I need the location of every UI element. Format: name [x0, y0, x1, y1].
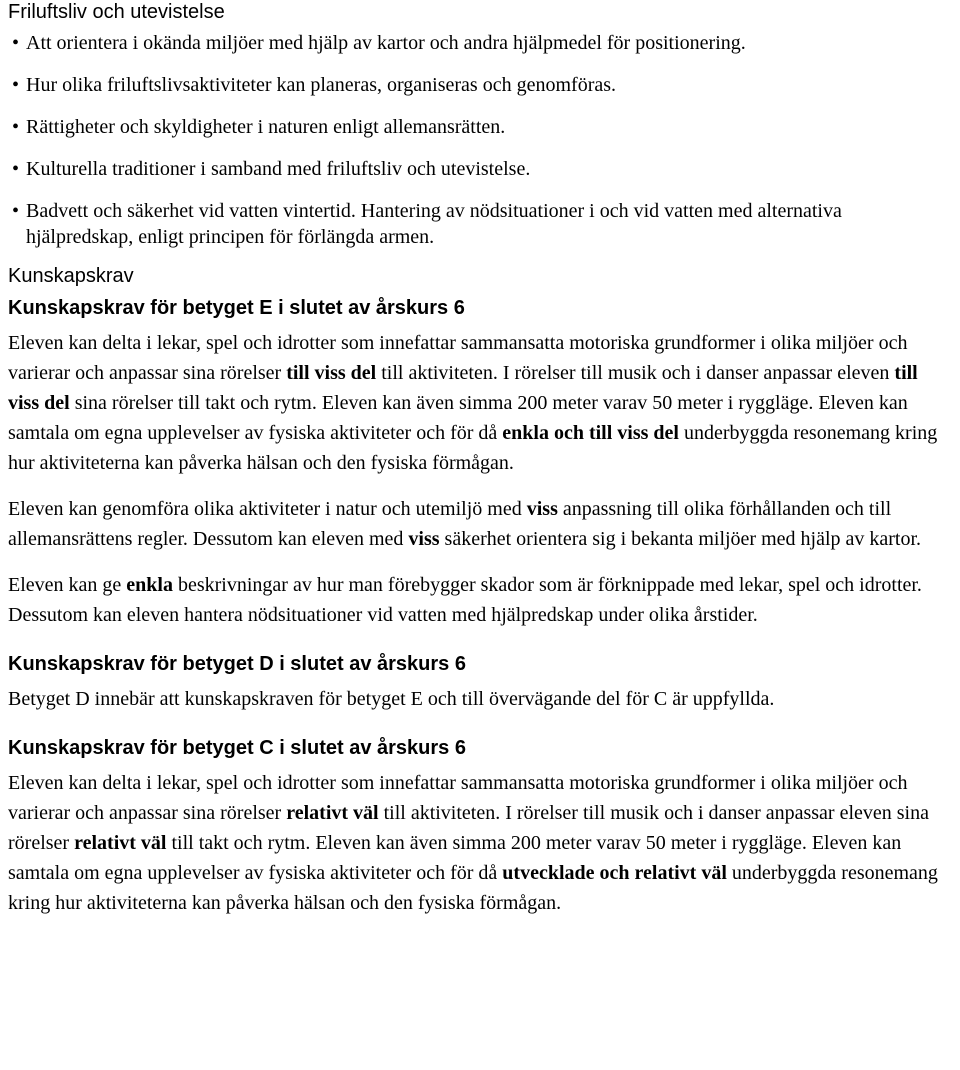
- bullet-item: • Badvett och säkerhet vid vatten vintertid. Hantering av nödsituationer i och vid vatten med alternativa hjälpredskap, enligt principen för förlängda armen.: [8, 198, 952, 250]
- bullet-item: • Att orientera i okända miljöer med hjälp av kartor och andra hjälpmedel för positionering.: [8, 30, 952, 56]
- emphasis: relativt väl: [286, 802, 379, 824]
- emphasis: utvecklade och relativt väl: [502, 862, 727, 884]
- grade-c-heading: Kunskapskrav för betyget C i slutet av årskurs 6: [8, 737, 466, 759]
- kunskapskrav-label: Kunskapskrav: [8, 265, 134, 287]
- bullet-item: • Kulturella traditioner i samband med friluftsliv och utevistelse.: [8, 156, 952, 182]
- text-run: Eleven kan delta i lekar, spel och idrotter som innefattar sammansatta motoriska grundformer i olika miljöer och varierar och anpassar sina rörelser: [8, 332, 908, 384]
- bullet-list: [8, 30, 952, 250]
- grade-e-heading: Kunskapskrav för betyget E i slutet av årskurs 6: [8, 297, 465, 319]
- emphasis: enkla: [126, 574, 173, 596]
- text-run: till takt och rytm. Eleven kan även simma 200 meter varav 50 meter i ryggläge. Eleven kan samtala om egna upplevelser av fysiska aktiviteter och för då: [8, 832, 902, 884]
- text-run: Eleven kan genomföra olika aktiviteter i natur och utemiljö med: [8, 498, 527, 520]
- grade-e-paragraph-2: [8, 494, 952, 554]
- text-run: Eleven kan delta i lekar, spel och idrotter som innefattar sammansatta motoriska grundformer i olika miljöer och varierar och anpassar sina rörelser: [8, 772, 908, 824]
- text-run: underbyggda resonemang kring hur aktiviteterna kan påverka hälsan och den fysiska förmågan.: [8, 862, 938, 914]
- emphasis: viss: [408, 528, 440, 550]
- text-run: beskrivningar av hur man förebygger skador som är förknippade med lekar, spel och idrotter. Dessutom kan eleven hantera nödsituationer vid vatten med hjälpredskap under olika årstider.: [8, 574, 922, 626]
- text-run: sina rörelser till takt och rytm. Eleven kan även simma 200 meter varav 50 meter i ryggläge. Eleven kan samtala om egna upplevelser av fysiska aktiviteter och för då: [8, 392, 908, 444]
- grade-c-paragraph-1: [8, 768, 952, 918]
- grade-d-paragraph: Betyget D innebär att kunskapskraven för betyget E och till övervägande del för C är uppfyllda.: [8, 688, 775, 710]
- section-title: Friluftsliv och utevistelse: [8, 1, 225, 23]
- emphasis: till viss del: [286, 362, 377, 384]
- text-run: underbyggda resonemang kring hur aktiviteterna kan påverka hälsan och den fysiska förmågan.: [8, 422, 938, 474]
- emphasis: viss: [526, 498, 558, 520]
- emphasis: enkla och till viss del: [502, 422, 679, 444]
- text-run: anpassning till olika förhållanden och till allemansrättens regler. Dessutom kan eleven med: [8, 498, 892, 550]
- grade-e-paragraph-3: [8, 570, 952, 630]
- emphasis: relativt väl: [74, 832, 167, 854]
- text-run: säkerhet orientera sig i bekanta miljöer med hjälp av kartor.: [439, 528, 922, 550]
- grade-e-paragraph-1: [8, 328, 952, 478]
- text-run: till aktiviteten. I rörelser till musik och i danser anpassar eleven: [376, 362, 895, 384]
- emphasis: till viss del: [8, 362, 918, 414]
- bullet-item: • Rättigheter och skyldigheter i naturen enligt allemansrätten.: [8, 114, 952, 140]
- bullet-item: • Hur olika friluftslivsaktiviteter kan planeras, organiseras och genomföras.: [8, 72, 952, 98]
- text-run: Eleven kan ge: [8, 574, 127, 596]
- grade-d-heading: Kunskapskrav för betyget D i slutet av årskurs 6: [8, 653, 466, 675]
- text-run: till aktiviteten. I rörelser till musik och i danser anpassar eleven sina rörelser: [8, 802, 929, 854]
